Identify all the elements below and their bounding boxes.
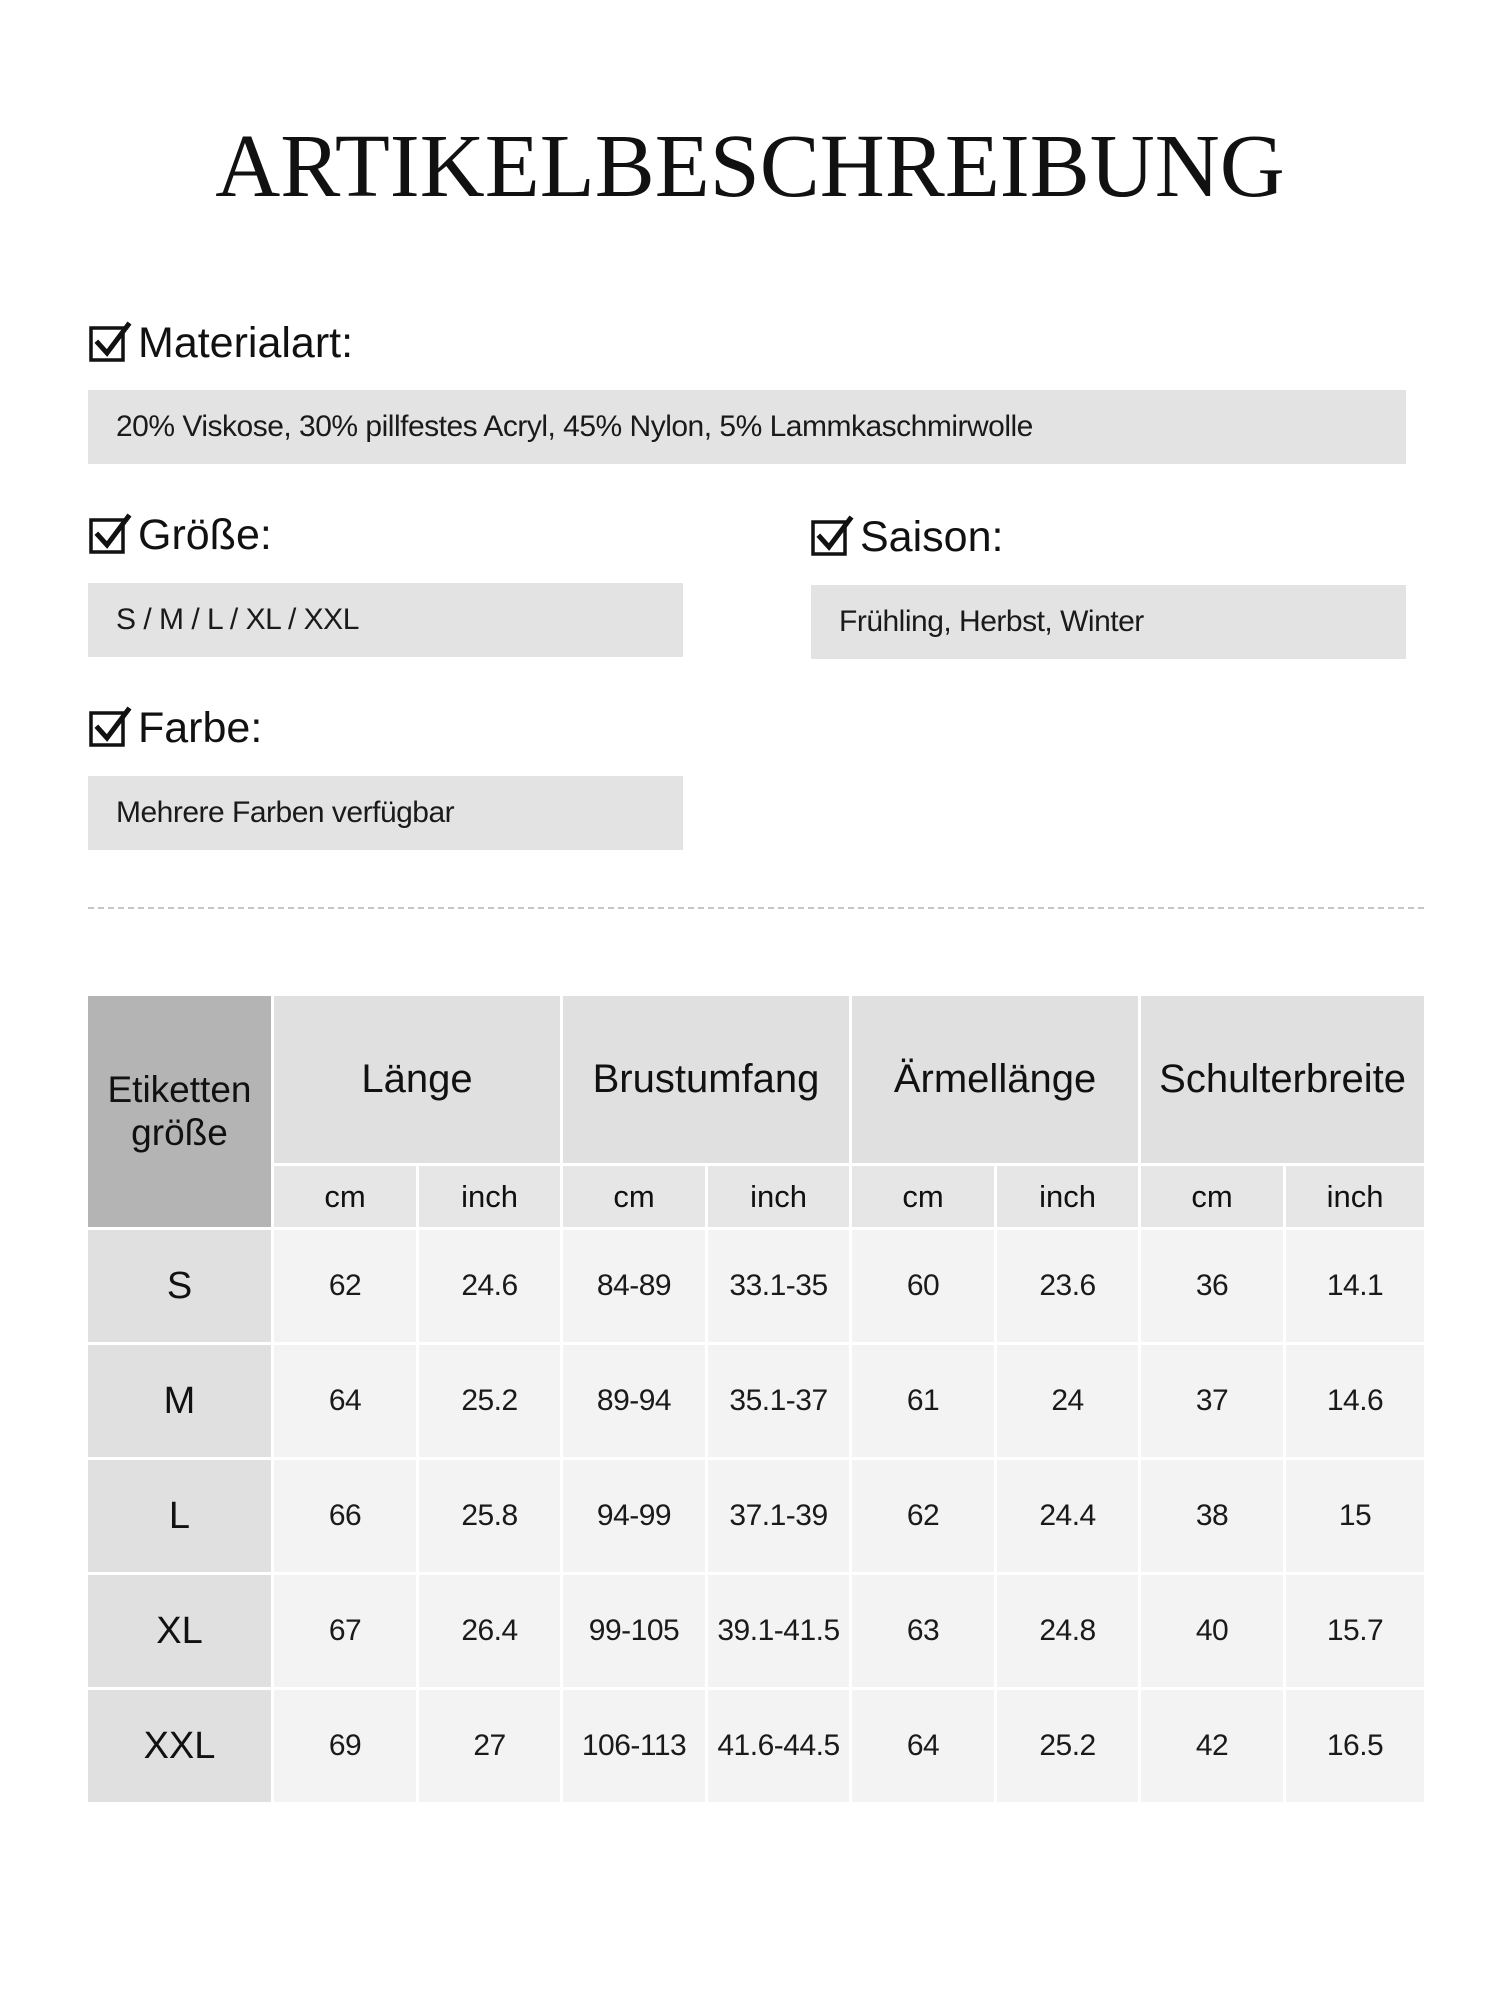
table-cell: 41.6-44.5 bbox=[708, 1690, 852, 1802]
size-label-cell: S bbox=[88, 1230, 274, 1345]
table-corner-header: Etiketten größe bbox=[88, 996, 274, 1230]
color-value-box bbox=[88, 776, 683, 850]
page-title: ARTIKELBESCHREIBUNG bbox=[215, 117, 1285, 216]
table-cell: 37.1-39 bbox=[708, 1460, 852, 1575]
size-label-cell: L bbox=[88, 1460, 274, 1575]
size-label: Größe: bbox=[138, 510, 272, 559]
table-cell: 23.6 bbox=[997, 1230, 1141, 1345]
color-label: Farbe: bbox=[138, 703, 263, 752]
section-divider bbox=[88, 907, 1424, 909]
unit-header: cm bbox=[563, 1166, 708, 1230]
table-cell: 42 bbox=[1141, 1690, 1286, 1802]
material-value-box bbox=[88, 390, 1406, 464]
table-cell: 25.2 bbox=[419, 1345, 563, 1460]
size-label-cell: M bbox=[88, 1345, 274, 1460]
season-value: Frühling, Herbst, Winter bbox=[839, 605, 1144, 638]
material-heading bbox=[88, 318, 353, 368]
table-cell: 61 bbox=[852, 1345, 997, 1460]
unit-header: cm bbox=[1141, 1166, 1286, 1230]
table-cell: 24.4 bbox=[997, 1460, 1141, 1575]
size-label-cell: XXL bbox=[88, 1690, 274, 1802]
table-cell: 24.8 bbox=[997, 1575, 1141, 1690]
table-cell: 26.4 bbox=[419, 1575, 563, 1690]
color-value: Mehrere Farben verfügbar bbox=[116, 796, 455, 829]
unit-header: inch bbox=[997, 1166, 1141, 1230]
color-heading bbox=[88, 703, 262, 753]
column-group-laenge: Länge bbox=[274, 996, 563, 1166]
unit-header: inch bbox=[708, 1166, 852, 1230]
checkbox-checked-icon bbox=[88, 513, 132, 557]
checkbox-checked-icon bbox=[88, 706, 132, 750]
table-cell: 67 bbox=[274, 1575, 419, 1690]
table-cell: 99-105 bbox=[563, 1575, 708, 1690]
table-cell: 40 bbox=[1141, 1575, 1286, 1690]
table-cell: 39.1-41.5 bbox=[708, 1575, 852, 1690]
unit-header: cm bbox=[274, 1166, 419, 1230]
checkbox-checked-icon bbox=[88, 321, 132, 365]
size-value: S / M / L / XL / XXL bbox=[116, 603, 359, 636]
table-cell: 16.5 bbox=[1286, 1690, 1424, 1802]
column-group-schulterbreite: Schulterbreite bbox=[1141, 996, 1424, 1166]
table-cell: 15.7 bbox=[1286, 1575, 1424, 1690]
table-cell: 25.8 bbox=[419, 1460, 563, 1575]
table-cell: 24 bbox=[997, 1345, 1141, 1460]
table-row bbox=[88, 1460, 1424, 1575]
table-cell: 63 bbox=[852, 1575, 997, 1690]
table-cell: 14.6 bbox=[1286, 1345, 1424, 1460]
season-value-box bbox=[811, 585, 1406, 659]
table-cell: 24.6 bbox=[419, 1230, 563, 1345]
checkbox-checked-icon bbox=[810, 515, 854, 559]
table-cell: 64 bbox=[274, 1345, 419, 1460]
table-cell: 62 bbox=[852, 1460, 997, 1575]
table-cell: 14.1 bbox=[1286, 1230, 1424, 1345]
unit-header: inch bbox=[1286, 1166, 1424, 1230]
size-label-cell: XL bbox=[88, 1575, 274, 1690]
column-group-aermellaenge: Ärmellänge bbox=[852, 996, 1141, 1166]
table-cell: 33.1-35 bbox=[708, 1230, 852, 1345]
table-cell: 25.2 bbox=[997, 1690, 1141, 1802]
table-cell: 15 bbox=[1286, 1460, 1424, 1575]
table-cell: 60 bbox=[852, 1230, 997, 1345]
table-cell: 27 bbox=[419, 1690, 563, 1802]
size-value-box bbox=[88, 583, 683, 657]
table-cell: 64 bbox=[852, 1690, 997, 1802]
table-unit-row bbox=[88, 1166, 1424, 1230]
table-cell: 35.1-37 bbox=[708, 1345, 852, 1460]
season-heading bbox=[810, 512, 1003, 562]
season-label: Saison: bbox=[860, 512, 1004, 561]
table-cell: 94-99 bbox=[563, 1460, 708, 1575]
material-label: Materialart: bbox=[138, 318, 354, 367]
table-cell: 89-94 bbox=[563, 1345, 708, 1460]
table-cell: 84-89 bbox=[563, 1230, 708, 1345]
unit-header: inch bbox=[419, 1166, 563, 1230]
unit-header: cm bbox=[852, 1166, 997, 1230]
table-cell: 37 bbox=[1141, 1345, 1286, 1460]
table-cell: 36 bbox=[1141, 1230, 1286, 1345]
size-heading bbox=[88, 510, 272, 560]
table-cell: 106-113 bbox=[563, 1690, 708, 1802]
table-cell: 62 bbox=[274, 1230, 419, 1345]
column-group-brustumfang: Brustumfang bbox=[563, 996, 852, 1166]
table-cell: 38 bbox=[1141, 1460, 1286, 1575]
size-table bbox=[88, 996, 1424, 1802]
table-header-row bbox=[88, 996, 1424, 1166]
table-row bbox=[88, 1690, 1424, 1802]
table-cell: 66 bbox=[274, 1460, 419, 1575]
table-row bbox=[88, 1230, 1424, 1345]
table-row bbox=[88, 1345, 1424, 1460]
material-value: 20% Viskose, 30% pillfestes Acryl, 45% Nylon, 5% Lammkaschmirwolle bbox=[116, 410, 1033, 443]
table-row bbox=[88, 1575, 1424, 1690]
table-cell: 69 bbox=[274, 1690, 419, 1802]
